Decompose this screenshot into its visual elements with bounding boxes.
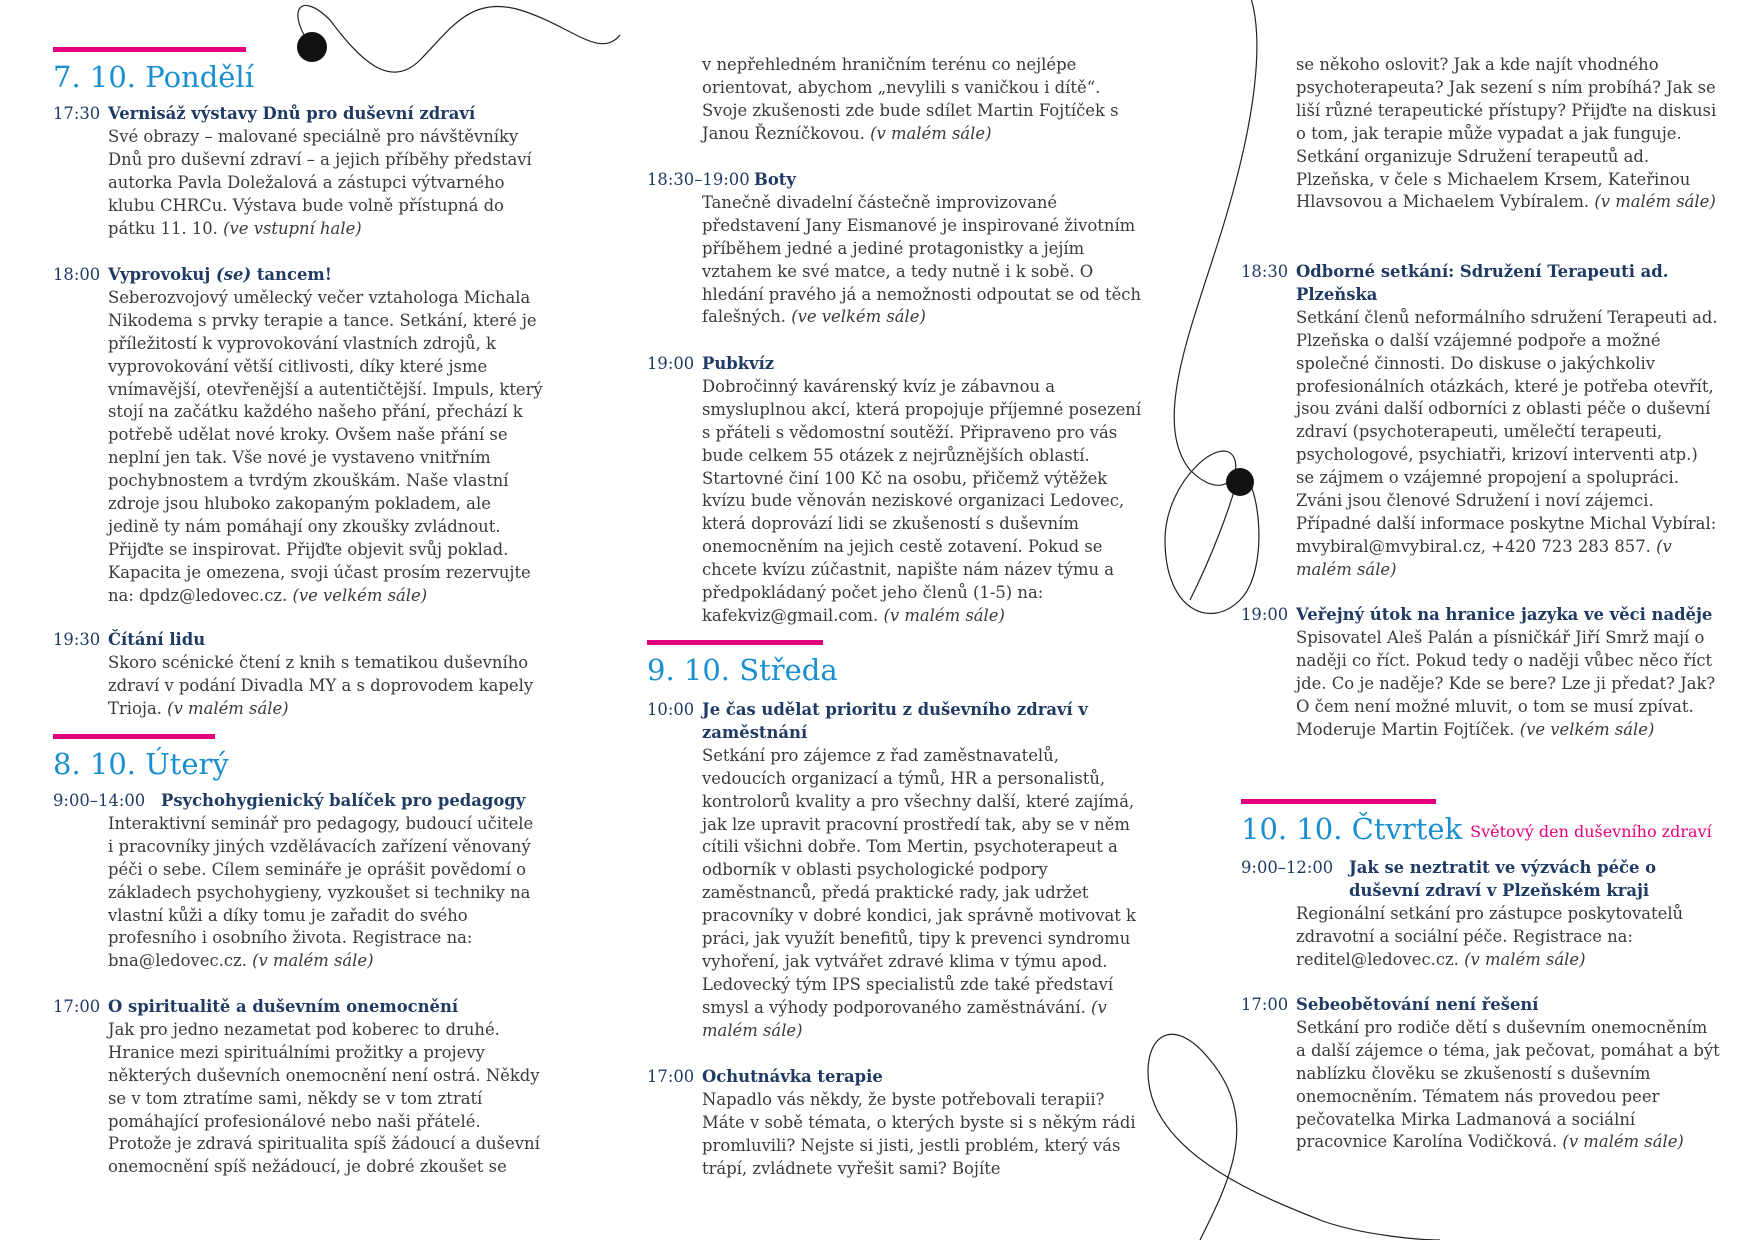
event-title: Odborné setkání: Sdružení Terapeuti ad. Plzeňska — [1296, 262, 1669, 304]
event-time: 10:00 — [647, 700, 695, 719]
event-description — [647, 192, 1142, 329]
event-title-part: Vyprovokuj — [108, 265, 216, 284]
event-continuation — [647, 54, 1142, 146]
day-rule — [53, 47, 246, 52]
event-location: (v malém sále) — [1296, 536, 1672, 579]
event-title: Sebeobětování není řešení — [1296, 995, 1539, 1014]
event-item — [647, 699, 1142, 1043]
event-item — [647, 169, 1142, 329]
day-header-thu — [1241, 799, 1721, 849]
event-item — [53, 790, 543, 973]
day-title — [1241, 812, 1721, 849]
event-location: (v malém sále) — [167, 698, 289, 718]
event-title — [53, 264, 543, 287]
event-location: (ve velkém sále) — [791, 307, 926, 327]
event-text: Seberozvojový umělecký večer vztahologa Michala Nikodema s prvky terapie a tance. Setkání, které je příležitostí k vyprovokování vlastních zdrojů, k vyprovokování větší citlivosti, díky které jsme vnímavější, otevřenější a autentičtější. Impuls, který stojí na začátku každého našeho přání, přechází k potřebě udělat nové kroky. Ovšem naše přání se neplní jen tak. Vše nové je vystaveno vnitřním pochybnostem a tvrdým zkouškám. Naše vlastní zdroje jsou hluboko zakopaným pokladem, ale jedině ty nám pomáhají ony zkoušky zvládnout. Přijďte se inspirovat. Přijďte objevit svůj poklad. Kapacita je omezena, svoji účast prosím rezervujte na: dpdz@ledovec.cz. — [108, 287, 543, 605]
event-description — [647, 745, 1142, 1043]
day-header-wed — [647, 640, 1142, 687]
day-title: 9. 10. Středa — [647, 653, 838, 687]
event-time: 17:30 — [53, 104, 101, 123]
event-location: (v malém sále) — [870, 123, 992, 143]
event-continuation — [1241, 54, 1721, 214]
event-item — [1241, 261, 1721, 582]
day-title: 7. 10. Pondělí — [53, 60, 254, 94]
event-title: Veřejný útok na hranice jazyka ve věci naděje — [1296, 605, 1713, 624]
day-header-mon — [53, 47, 543, 94]
event-time: 18:30–19:00 — [647, 170, 750, 189]
event-title: Pubkvíz — [702, 354, 775, 373]
event-location: (v malém sále) — [1464, 949, 1586, 969]
event-item — [53, 264, 543, 608]
event-location: (v malém sále) — [702, 997, 1107, 1040]
event-time: 9:00–12:00 — [1241, 858, 1334, 877]
event-description — [647, 376, 1142, 628]
event-item — [1241, 994, 1721, 1154]
event-location: (v malém sále) — [1562, 1132, 1684, 1152]
event-text: Jak pro jedno nezametat pod koberec to druhé. Hranice mezi spirituálními prožitky a projevy některých duševních onemocnění není ostrá. Někdy se v tom ztratíme sami, někdy se v tom ztratí pomáhající profesionálové nebo naši přátelé. Protože je zdravá spiritualita spíš žádoucí a duševní onemocnění spíš nežádoucí, je dobré zkoušet se — [108, 1019, 540, 1177]
event-location: (v malém sále) — [252, 951, 374, 971]
day-title-text: 10. 10. Čtvrtek — [1241, 812, 1463, 846]
event-location: (v malém sále) — [883, 605, 1005, 625]
event-time: 17:00 — [647, 1067, 695, 1086]
event-location: (ve velkém sále) — [1519, 719, 1655, 739]
event-text: Tanečně divadelní částečně improvizované představení Jany Eismanové je inspirované životním příběhem jedné a jediné protagonistky a jejím vztahem ke své matce, a tedy nutně i k sobě. O hledání pravého já a nemožnosti odpoutat se od těch falešných. — [702, 192, 1142, 327]
event-text: Setkání pro rodiče dětí s duševním onemocněním a další zájemce o téma, jak pečovat, pomáhat a být nablízku člověku se zkušeností s duševním onemocněním. Tématem nás provedou peer pečovatelka Mirka Ladmanová a sociální pracovnice Karolína Vodičková. — [1296, 1017, 1720, 1152]
event-text: se někoho oslovit? Jak a kde najít vhodného psychoterapeuta? Jak sezení s ním probíhá? Jak se liší různé terapeutické přístupy? Přijďte na diskusi o tom, jak terapie může vypadat a jak funguje. Setkání organizuje Sdružení terapeutů ad. Plzeňska, v čele s Michaelem Krsem, Kateřinou Hlavsovou a Michaelem Vybíralem. — [1296, 55, 1717, 212]
event-description — [1241, 903, 1721, 972]
event-description — [53, 652, 543, 721]
event-text: v nepřehledném hraničním terénu co nejlépe orientovat, abychom „nevylili s vaničkou i dítě“. Svoje zkušenosti zde bude sdílet Martin Fojtíček s Janou Řezníčkovou. — [702, 55, 1119, 143]
day-rule — [647, 640, 823, 645]
event-title: Čítání lidu — [108, 630, 206, 649]
event-item — [53, 103, 543, 240]
event-item — [647, 1066, 1142, 1181]
event-title: Psychohygienický balíček pro pedagogy — [161, 791, 526, 810]
event-description — [1241, 307, 1721, 582]
event-time: 9:00–14:00 — [53, 791, 146, 810]
event-text: Napadlo vás někdy, že byste potřebovali terapii? Máte v sobě témata, o kterých byste si s někým rádi promluvili? Nejste si jisti, jestli problém, který vás trápí, zvládnete vyřešit sami? Bojíte — [702, 1089, 1136, 1178]
event-item — [647, 353, 1142, 628]
event-time: 17:00 — [1241, 995, 1289, 1014]
event-text: Setkání členů neformálního sdružení Terapeuti ad. Plzeňska o další vzájemné podpoře a možné společné činnosti. Do diskuse o jakýchkoliv profesionálních otázkách, které je potřeba otevřít, jsou zváni další odborníci z oblasti péče o duševní zdraví (psychoterapeuti, umělečtí terapeuti, psychologové, psychiatři, krizoví interventi atp.) se zájmem o vzájemné propojení a spolupráci. Zváni jsou členové Sdružení i noví zájemci. Případné další informace poskytne Michal Vybíral: mvybiral@mvybiral.cz, +420 723 283 857. — [1296, 307, 1718, 556]
event-title: Boty — [754, 170, 796, 189]
event-title: Jak se neztratit ve výzvách péče o duševní zdraví v Plzeňském kraji — [1349, 858, 1657, 900]
event-time: 17:00 — [53, 997, 101, 1016]
day-title: 8. 10. Úterý — [53, 747, 229, 781]
event-title-part: tancem! — [251, 265, 332, 284]
event-title: O spiritualitě a duševním onemocnění — [108, 997, 459, 1016]
day-header-tue — [53, 734, 543, 781]
event-item — [1241, 857, 1721, 972]
event-description — [53, 813, 543, 973]
event-text: Interaktivní seminář pro pedagogy, budoucí učitele i pracovníky jiných vzdělávacích zařízení věnovaný péči o sebe. Cílem semináře je oprášit povědomí o základech psychohygieny, vyzkoušet si techniky na vlastní kůži a díky tomu je zařadit do svého profesního i osobního života. Registrace na: bna@ledovec.cz. — [108, 813, 534, 971]
event-description — [53, 126, 543, 241]
event-description — [1241, 627, 1721, 742]
event-title: Vernisáž výstavy Dnů pro duševní zdraví — [108, 104, 476, 123]
event-text: Dobročinný kavárenský kvíz je zábavnou a smysluplnou akcí, která propojuje příjemné posezení s přáteli s vědomostní soutěží. Připraveno pro vás bude celkem 55 otázek z nejrůznějších oblastí. Startovné činí 100 Kč na osobu, přičemž výtěžek kvízu bude věnován neziskové organizaci Ledovec, která doprovází lidi se zkušeností s duševním onemocněním na jejich cestě zotavení. Pokud se chcete kvízu zúčastnit, napište nám název týmu a předpokládaný počet jeho členů (1-5) na: kafekviz@gmail.com. — [702, 376, 1142, 625]
event-description — [647, 1089, 1142, 1181]
event-item — [53, 629, 543, 721]
day-rule — [1241, 799, 1436, 804]
event-time: 18:00 — [53, 265, 101, 284]
event-description — [53, 1019, 543, 1179]
event-item — [1241, 604, 1721, 741]
day-rule — [53, 734, 215, 739]
event-location: (v malém sále) — [1594, 192, 1716, 212]
event-text: Setkání pro zájemce z řad zaměstnavatelů, vedoucích organizací a týmů, HR a personalistů, kontrolorů kvality a pro všechny další, které zajímá, jak lze upravit pracovní prostředí tak, aby se v něm cítili všichni dobře. Tom Mertin, psychoterapeut a odborník v oblasti psychologické podpory zaměstnanců, předá praktické rady, jak udržet pracovníky v dobré kondici, jak správně motivovat k práci, jak využít benefitů, tipy k prevenci syndromu vyhoření, jak vytvářet zdravé klima v týmu apod. Ledovecký tým IPS specialistů zde také představí smysl a výhody podporovaného zaměstnávání. — [702, 745, 1136, 1017]
event-text: Regionální setkání pro zástupce poskytovatelů zdravotní a sociální péče. Registrace na: reditel@ledovec.cz. — [1296, 903, 1684, 969]
event-time: 19:00 — [647, 354, 695, 373]
event-title: Je čas udělat prioritu z duševního zdraví v zaměstnání — [702, 700, 1088, 742]
event-location: (ve velkém sále) — [292, 585, 428, 605]
event-title-emphasis: (se) — [215, 265, 252, 284]
event-description — [1241, 1017, 1721, 1154]
day-subtitle: Světový den duševního zdraví — [1470, 822, 1712, 841]
event-location: (ve vstupní hale) — [223, 218, 362, 238]
event-time: 19:30 — [53, 630, 101, 649]
event-text: Své obrazy – malované speciálně pro návštěvníky Dnů pro duševní zdraví – a jejich příběhy představí autorka Pavla Doležalová a zástupci výtvarného klubu CHRCu. Výstava bude volně přístupná do pátku 11. 10. — [108, 126, 532, 238]
event-item — [53, 996, 543, 1179]
event-text: Spisovatel Aleš Palán a písničkář Jiří Smrž mají o naději co říct. Pokud tedy o naději vůbec něco říct jde. Co je naděje? Kde se bere? Lze ji předat? Jak? O čem není možné mluvit, o tom se musí zpívat. Moderuje Martin Fojtíček. — [1296, 627, 1716, 739]
event-title: Ochutnávka terapie — [702, 1067, 883, 1086]
event-time: 19:00 — [1241, 605, 1289, 624]
event-text: Skoro scénické čtení z knih s tematikou duševního zdraví v podání Divadla MY a s doprovodem kapely Trioja. — [108, 652, 534, 718]
event-time: 18:30 — [1241, 262, 1289, 281]
event-description — [53, 287, 543, 608]
